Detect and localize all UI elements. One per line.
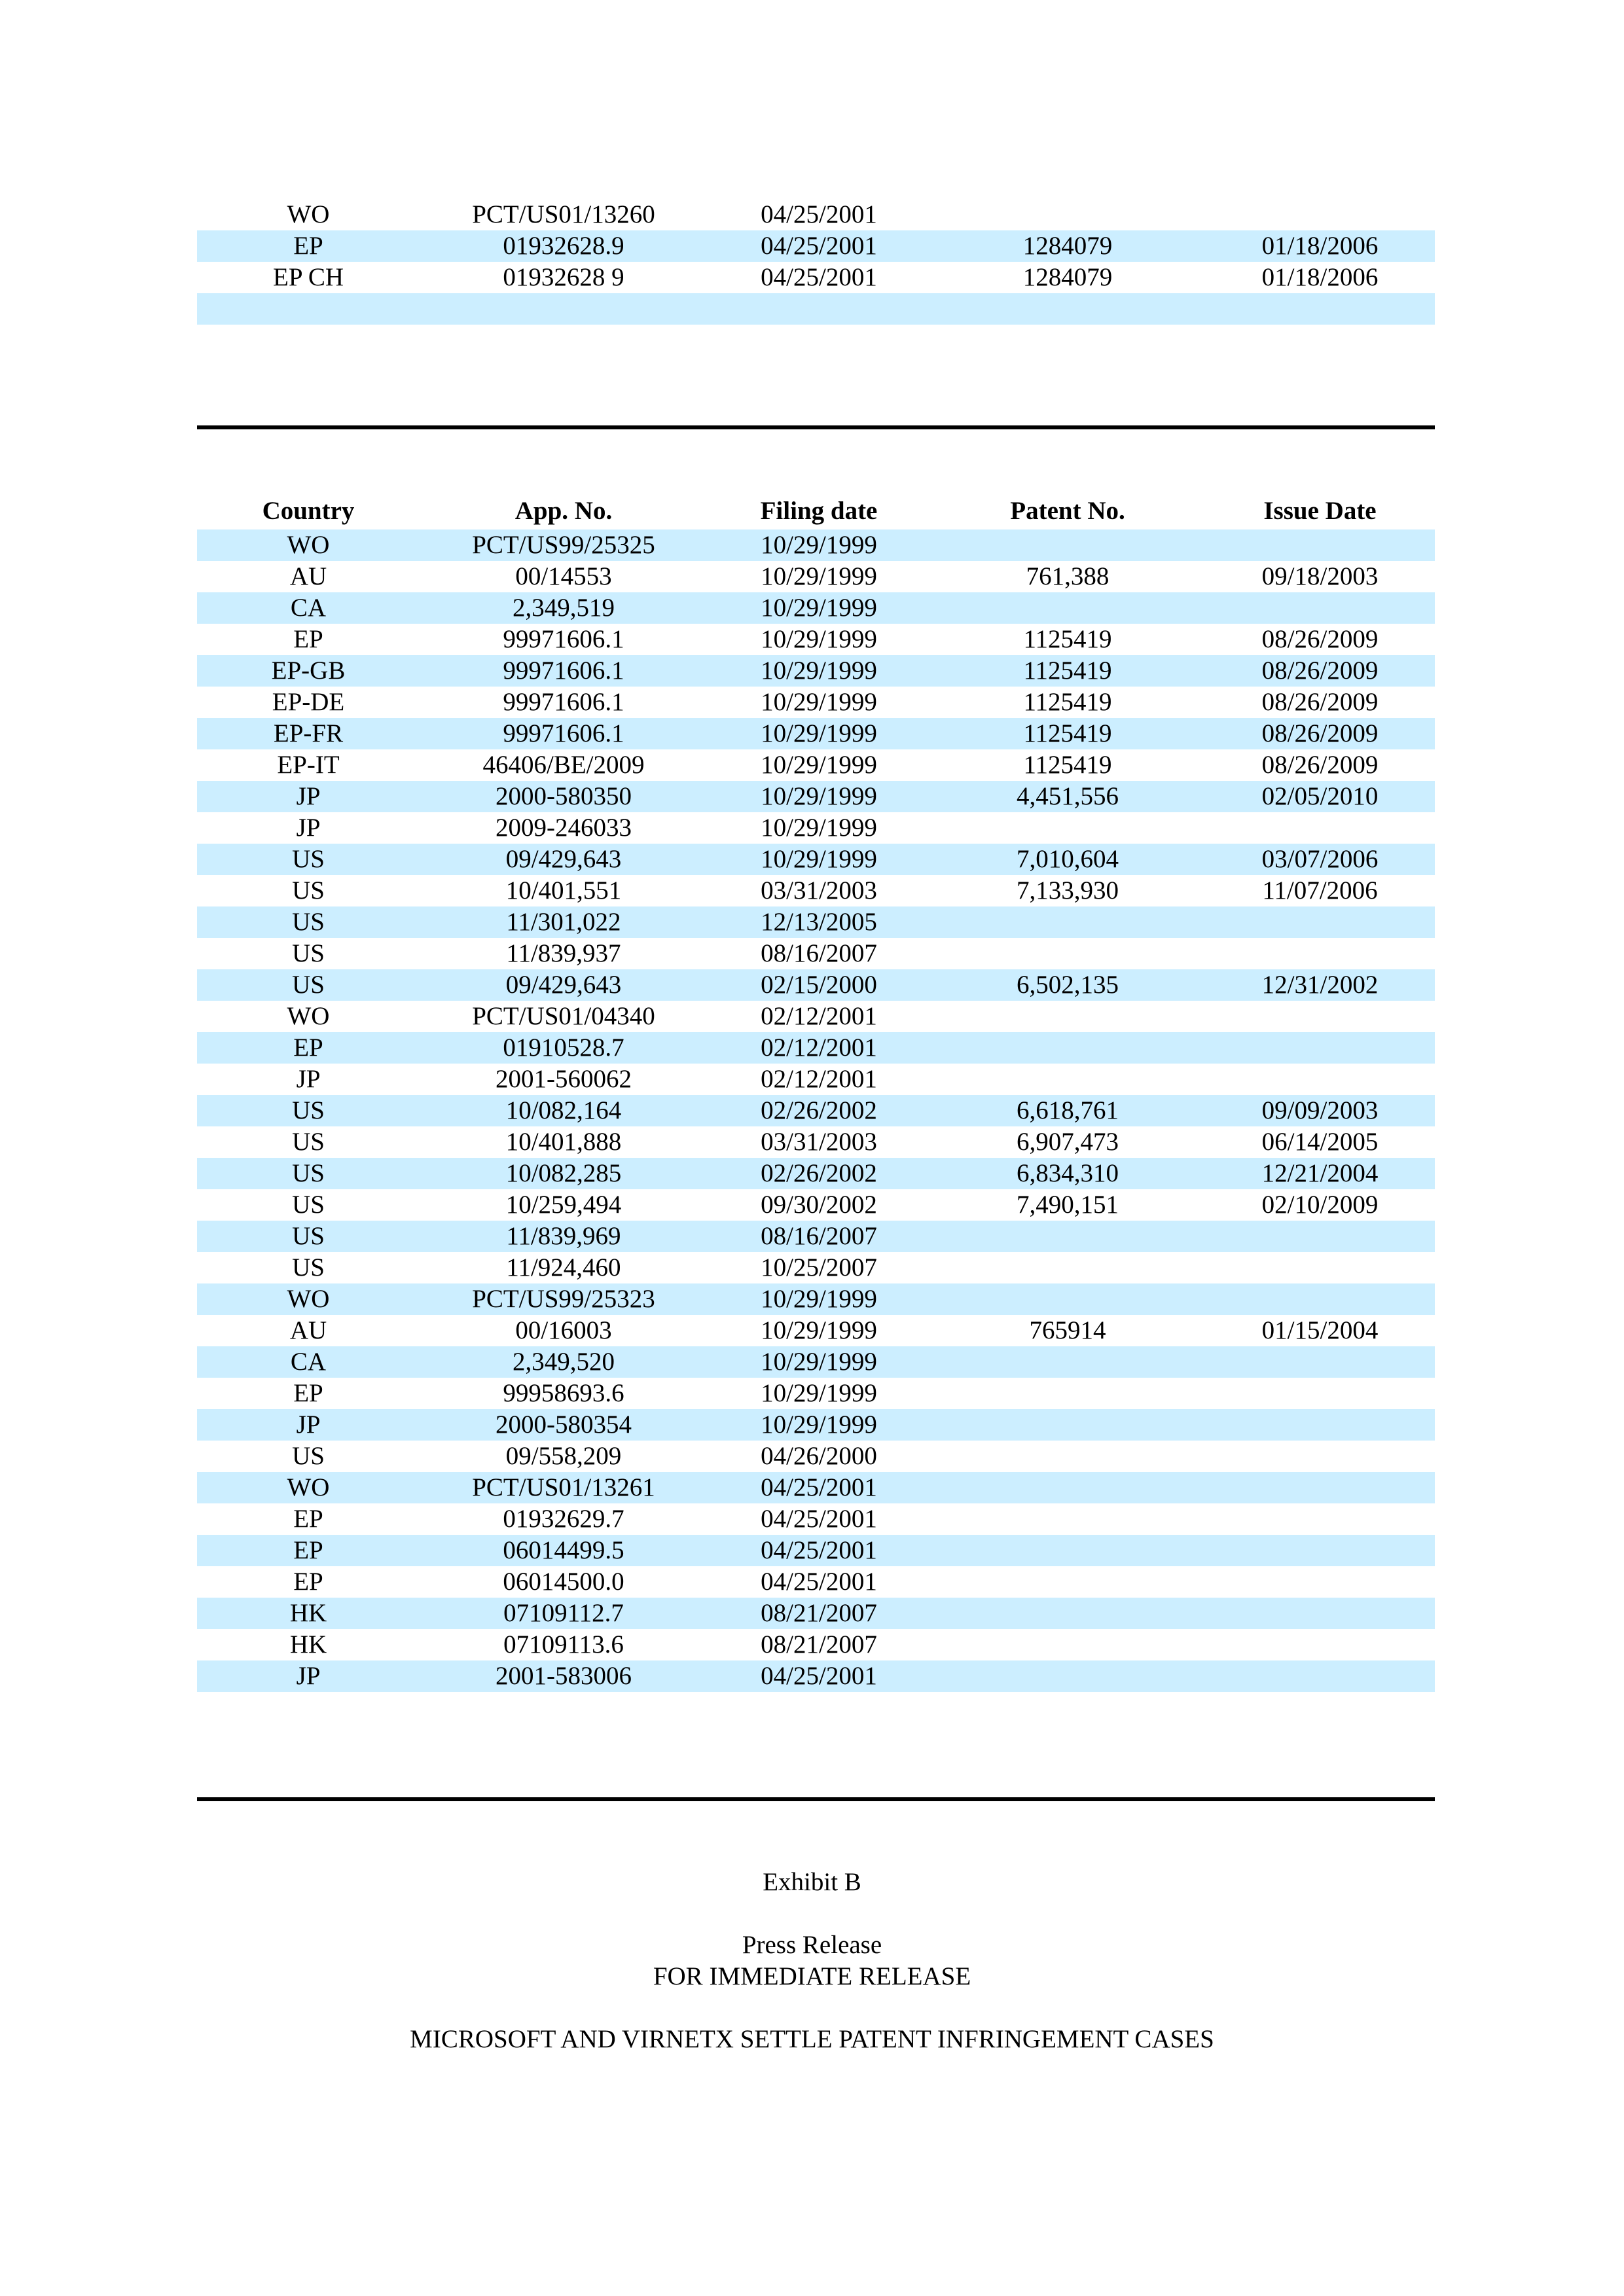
table-row xyxy=(197,1126,1435,1158)
table-row xyxy=(197,1629,1435,1660)
cell-patent-no: 1125419 xyxy=(1023,688,1112,716)
cell-issue-date: 02/10/2009 xyxy=(1261,1191,1379,1219)
cell-filing-date: 08/21/2007 xyxy=(708,1598,930,1629)
cell-issue-date: 08/26/2009 xyxy=(1205,718,1435,749)
cell-issue-date: 02/05/2010 xyxy=(1205,781,1435,812)
table-row xyxy=(197,1566,1435,1598)
cell-filing-date: 02/12/2001 xyxy=(761,1002,877,1030)
release-note: FOR IMMEDIATE RELEASE xyxy=(653,1962,971,1990)
table-row xyxy=(197,1535,1435,1566)
cell-country: EP xyxy=(197,1032,420,1064)
table-row xyxy=(197,1598,1435,1629)
cell-country: US xyxy=(197,1158,420,1189)
cell-patent-no xyxy=(930,1378,1205,1409)
cell-country: HK xyxy=(289,1630,327,1659)
cell-filing-date: 10/29/1999 xyxy=(708,592,930,624)
cell-app-no: PCT/US01/13260 xyxy=(472,200,655,228)
cell-app-no: 01910528.7 xyxy=(420,1032,708,1064)
cell-patent-no: 1125419 xyxy=(930,655,1205,687)
cell-patent-no xyxy=(930,1566,1205,1598)
cell-issue-date xyxy=(1205,1598,1435,1629)
cell-patent-no xyxy=(930,1252,1205,1283)
cell-country: JP xyxy=(197,781,420,812)
cell-patent-no: 6,618,761 xyxy=(930,1095,1205,1126)
cell-country: JP xyxy=(197,1660,420,1692)
cell-issue-date: 01/15/2004 xyxy=(1261,1316,1379,1344)
cell-country: EP-FR xyxy=(197,718,420,749)
cell-country: US xyxy=(197,844,420,875)
cell-patent-no xyxy=(930,1441,1205,1472)
cell-app-no: 99971606.1 xyxy=(420,655,708,687)
cell-patent-no: 6,834,310 xyxy=(930,1158,1205,1189)
cell-issue-date xyxy=(1205,1032,1435,1064)
cell-filing-date: 03/31/2003 xyxy=(761,876,877,905)
cell-country: US xyxy=(292,1128,325,1156)
cell-filing-date: 10/25/2007 xyxy=(761,1253,877,1282)
cell-issue-date: 08/26/2009 xyxy=(1261,751,1379,779)
cell-filing-date: 10/29/1999 xyxy=(761,814,877,842)
cell-issue-date xyxy=(1205,1001,1435,1032)
table-row xyxy=(197,293,1435,325)
cell-app-no: 2009-246033 xyxy=(496,814,632,842)
cell-app-no: 11/924,460 xyxy=(506,1253,621,1282)
cell-filing-date: 02/15/2000 xyxy=(708,969,930,1001)
cell-issue-date xyxy=(1205,1566,1435,1598)
table-row xyxy=(197,1001,1435,1032)
table-row xyxy=(197,749,1435,781)
table-row xyxy=(197,230,1435,262)
cell-app-no: PCT/US99/25323 xyxy=(420,1283,708,1315)
cell-app-no: 01932628.9 xyxy=(420,230,708,262)
table-row xyxy=(197,1660,1435,1692)
cell-country: WO xyxy=(197,529,420,561)
table-row xyxy=(197,718,1435,749)
table-row xyxy=(197,938,1435,969)
table-row xyxy=(197,1315,1435,1346)
cell-issue-date xyxy=(1205,1221,1435,1252)
cell-patent-no: 761,388 xyxy=(1026,562,1110,590)
cell-issue-date: 09/09/2003 xyxy=(1205,1095,1435,1126)
cell-patent-no xyxy=(930,1472,1205,1503)
cell-app-no: 01932629.7 xyxy=(503,1505,624,1533)
table-row xyxy=(197,1064,1435,1095)
cell-patent-no xyxy=(930,1032,1205,1064)
cell-patent-no xyxy=(930,938,1205,969)
cell-issue-date xyxy=(1205,1629,1435,1660)
cell-patent-no xyxy=(930,1598,1205,1629)
cell-filing-date: 02/12/2001 xyxy=(761,1065,877,1093)
header-patent-no: Patent No. xyxy=(1010,497,1125,525)
cell-app-no: 10/082,164 xyxy=(420,1095,708,1126)
cell-patent-no xyxy=(930,1001,1205,1032)
cell-country: EP xyxy=(197,1535,420,1566)
cell-app-no: 10/401,888 xyxy=(505,1128,622,1156)
cell-filing-date: 10/29/1999 xyxy=(708,655,930,687)
table-row xyxy=(197,529,1435,561)
cell-app-no: 2,349,519 xyxy=(420,592,708,624)
cell-filing-date: 10/29/1999 xyxy=(708,1346,930,1378)
table-row xyxy=(197,1441,1435,1472)
cell-filing-date: 10/29/1999 xyxy=(708,1409,930,1441)
cell-issue-date xyxy=(1205,199,1435,230)
cell-issue-date xyxy=(1205,529,1435,561)
cell-filing-date: 02/26/2002 xyxy=(708,1158,930,1189)
cell-filing-date: 10/29/1999 xyxy=(761,562,877,590)
cell-country: US xyxy=(292,1253,325,1282)
table-row xyxy=(197,844,1435,875)
cell-filing-date: 10/29/1999 xyxy=(708,844,930,875)
table-row xyxy=(197,1032,1435,1064)
cell-country: CA xyxy=(197,1346,420,1378)
cell-issue-date xyxy=(1205,293,1435,325)
patent-table-continued xyxy=(197,199,1435,325)
cell-filing-date xyxy=(708,293,930,325)
cell-issue-date xyxy=(1205,1252,1435,1283)
table-row xyxy=(197,906,1435,938)
cell-issue-date: 08/26/2009 xyxy=(1261,688,1379,716)
cell-issue-date xyxy=(1205,1283,1435,1315)
cell-country: US xyxy=(292,876,325,905)
table-row xyxy=(197,1095,1435,1126)
cell-app-no: 46406/BE/2009 xyxy=(482,751,645,779)
cell-filing-date: 04/25/2001 xyxy=(761,1505,877,1533)
cell-app-no: 2,349,520 xyxy=(420,1346,708,1378)
cell-country: JP xyxy=(197,1409,420,1441)
cell-app-no: PCT/US01/13261 xyxy=(420,1472,708,1503)
table-row xyxy=(197,1221,1435,1252)
table-header-row xyxy=(197,493,1435,529)
header-issue-date: Issue Date xyxy=(1263,497,1377,525)
cell-filing-date: 08/16/2007 xyxy=(708,1221,930,1252)
cell-filing-date: 10/29/1999 xyxy=(761,625,877,653)
cell-country: EP CH xyxy=(273,263,344,291)
cell-country: EP xyxy=(197,230,420,262)
exhibit-label: Exhibit B xyxy=(763,1868,861,1896)
cell-patent-no xyxy=(930,1221,1205,1252)
cell-patent-no: 1284079 xyxy=(1022,263,1113,291)
table-row xyxy=(197,624,1435,655)
patent-table xyxy=(197,493,1435,1692)
table-row xyxy=(197,655,1435,687)
table-row xyxy=(197,1409,1435,1441)
cell-filing-date: 04/25/2001 xyxy=(761,1568,877,1596)
press-release-headline: MICROSOFT AND VIRNETX SETTLE PATENT INFRINGEMENT CASES xyxy=(410,2025,1214,2053)
cell-patent-no xyxy=(930,1503,1205,1535)
cell-patent-no: 4,451,556 xyxy=(930,781,1205,812)
cell-patent-no: 7,490,151 xyxy=(1017,1191,1119,1219)
cell-app-no: 11/839,937 xyxy=(506,939,621,967)
table-row xyxy=(197,687,1435,718)
cell-issue-date xyxy=(1205,1064,1435,1095)
cell-issue-date: 11/07/2006 xyxy=(1262,876,1378,905)
cell-issue-date xyxy=(1205,812,1435,844)
cell-app-no: PCT/US01/04340 xyxy=(472,1002,655,1030)
cell-country: JP xyxy=(296,1065,321,1093)
cell-patent-no: 1125419 xyxy=(930,718,1205,749)
cell-patent-no xyxy=(930,1535,1205,1566)
cell-filing-date: 08/21/2007 xyxy=(761,1630,877,1659)
cell-patent-no: 1284079 xyxy=(930,230,1205,262)
cell-country: EP-DE xyxy=(272,688,345,716)
press-release-label: Press Release xyxy=(742,1931,882,1959)
cell-issue-date xyxy=(1205,1503,1435,1535)
cell-filing-date: 12/13/2005 xyxy=(708,906,930,938)
cell-country: EP-IT xyxy=(277,751,340,779)
cell-issue-date xyxy=(1205,906,1435,938)
header-filing-date: Filing date xyxy=(760,497,878,525)
cell-filing-date: 10/29/1999 xyxy=(708,529,930,561)
cell-patent-no xyxy=(930,529,1205,561)
cell-patent-no: 765914 xyxy=(1029,1316,1106,1344)
cell-patent-no xyxy=(930,906,1205,938)
cell-app-no: 2001-560062 xyxy=(496,1065,632,1093)
cell-patent-no: 1125419 xyxy=(1023,625,1112,653)
cell-issue-date: 08/26/2009 xyxy=(1205,655,1435,687)
cell-filing-date: 04/25/2001 xyxy=(708,1472,930,1503)
cell-app-no: 10/259,494 xyxy=(505,1191,622,1219)
cell-patent-no xyxy=(930,1409,1205,1441)
cell-issue-date: 12/21/2004 xyxy=(1205,1158,1435,1189)
cell-filing-date: 10/29/1999 xyxy=(761,688,877,716)
cell-country xyxy=(197,293,420,325)
cell-issue-date xyxy=(1205,938,1435,969)
table-row xyxy=(197,875,1435,906)
table-row xyxy=(197,1472,1435,1503)
cell-app-no: 11/839,969 xyxy=(420,1221,708,1252)
cell-app-no: PCT/US99/25325 xyxy=(420,529,708,561)
table-row xyxy=(197,1378,1435,1409)
cell-app-no: 09/429,643 xyxy=(420,844,708,875)
cell-filing-date: 04/25/2001 xyxy=(708,1535,930,1566)
table-row xyxy=(197,1503,1435,1535)
cell-filing-date: 04/26/2000 xyxy=(761,1442,877,1470)
cell-app-no: 99971606.1 xyxy=(503,625,624,653)
cell-issue-date xyxy=(1205,592,1435,624)
cell-country: US xyxy=(292,1442,325,1470)
cell-country: US xyxy=(197,906,420,938)
cell-country: JP xyxy=(296,814,321,842)
header-app-no: App. No. xyxy=(514,497,613,525)
cell-filing-date: 10/29/1999 xyxy=(761,1379,877,1407)
cell-patent-no xyxy=(930,1064,1205,1095)
table-row xyxy=(197,592,1435,624)
cell-patent-no xyxy=(930,199,1205,230)
cell-issue-date: 01/18/2006 xyxy=(1205,230,1435,262)
cell-country: WO xyxy=(287,1002,330,1030)
cell-country: US xyxy=(292,939,325,967)
cell-patent-no: 6,907,473 xyxy=(1017,1128,1119,1156)
cell-app-no: 10/082,285 xyxy=(420,1158,708,1189)
table-row xyxy=(197,1189,1435,1221)
cell-issue-date: 06/14/2005 xyxy=(1261,1128,1379,1156)
cell-patent-no xyxy=(930,1346,1205,1378)
cell-country: US xyxy=(197,1095,420,1126)
cell-patent-no xyxy=(930,293,1205,325)
cell-issue-date xyxy=(1205,1346,1435,1378)
table-row xyxy=(197,561,1435,592)
table-row xyxy=(197,262,1435,293)
cell-app-no: 00/14553 xyxy=(515,562,612,590)
table-row xyxy=(197,781,1435,812)
cell-country: AU xyxy=(289,562,327,590)
cell-app-no: 06014500.0 xyxy=(503,1568,624,1596)
table-row xyxy=(197,1346,1435,1378)
section-divider xyxy=(197,425,1435,429)
cell-filing-date: 04/25/2001 xyxy=(761,200,877,228)
table-row xyxy=(197,1283,1435,1315)
cell-patent-no xyxy=(930,592,1205,624)
cell-app-no: 06014499.5 xyxy=(420,1535,708,1566)
cell-app-no: 09/429,643 xyxy=(420,969,708,1001)
cell-app-no xyxy=(420,293,708,325)
cell-app-no: 07109113.6 xyxy=(503,1630,624,1659)
cell-filing-date: 02/26/2002 xyxy=(708,1095,930,1126)
cell-country: US xyxy=(197,1221,420,1252)
cell-filing-date: 08/16/2007 xyxy=(761,939,877,967)
cell-issue-date: 01/18/2006 xyxy=(1261,263,1379,291)
cell-issue-date xyxy=(1205,1441,1435,1472)
patent-table-continued-body xyxy=(197,199,1435,325)
cell-issue-date xyxy=(1205,1472,1435,1503)
cell-app-no: 11/301,022 xyxy=(420,906,708,938)
cell-patent-no xyxy=(930,1660,1205,1692)
table-row xyxy=(197,1252,1435,1283)
cell-app-no: 2000-580350 xyxy=(420,781,708,812)
cell-filing-date: 02/12/2001 xyxy=(708,1032,930,1064)
cell-patent-no: 1125419 xyxy=(1023,751,1112,779)
cell-filing-date: 10/29/1999 xyxy=(708,1283,930,1315)
cell-app-no: 2001-583006 xyxy=(420,1660,708,1692)
cell-country: EP xyxy=(293,1568,323,1596)
cell-filing-date: 10/29/1999 xyxy=(708,718,930,749)
cell-patent-no xyxy=(930,1629,1205,1660)
cell-country: US xyxy=(197,969,420,1001)
cell-country: EP xyxy=(293,625,323,653)
table-row xyxy=(197,199,1435,230)
cell-issue-date: 03/07/2006 xyxy=(1205,844,1435,875)
cell-filing-date: 04/25/2001 xyxy=(708,1660,930,1692)
cell-filing-date: 10/29/1999 xyxy=(761,1316,877,1344)
table-row xyxy=(197,812,1435,844)
cell-patent-no: 6,502,135 xyxy=(930,969,1205,1001)
cell-app-no: 01932628 9 xyxy=(503,263,624,291)
cell-filing-date: 09/30/2002 xyxy=(761,1191,877,1219)
header-country: Country xyxy=(262,497,355,525)
cell-country: CA xyxy=(197,592,420,624)
cell-country: WO xyxy=(197,1472,420,1503)
table-row xyxy=(197,1158,1435,1189)
cell-country: AU xyxy=(289,1316,327,1344)
cell-app-no: 10/401,551 xyxy=(505,876,622,905)
cell-country: WO xyxy=(287,200,330,228)
cell-country: EP xyxy=(293,1379,323,1407)
cell-country: HK xyxy=(197,1598,420,1629)
cell-filing-date: 04/25/2001 xyxy=(761,263,877,291)
cell-issue-date: 09/18/2003 xyxy=(1261,562,1379,590)
cell-issue-date xyxy=(1205,1660,1435,1692)
cell-patent-no xyxy=(930,812,1205,844)
cell-app-no: 07109112.7 xyxy=(420,1598,708,1629)
cell-app-no: 99958693.6 xyxy=(503,1379,624,1407)
cell-app-no: 2000-580354 xyxy=(420,1409,708,1441)
cell-patent-no xyxy=(930,1283,1205,1315)
cell-app-no: 09/558,209 xyxy=(505,1442,622,1470)
patent-table-body xyxy=(197,529,1435,1692)
cell-app-no: 99971606.1 xyxy=(503,688,624,716)
section-divider-bottom xyxy=(197,1797,1435,1801)
cell-app-no: 99971606.1 xyxy=(420,718,708,749)
cell-issue-date xyxy=(1205,1409,1435,1441)
cell-country: WO xyxy=(197,1283,420,1315)
cell-issue-date xyxy=(1205,1378,1435,1409)
cell-country: EP-GB xyxy=(197,655,420,687)
cell-patent-no: 7,133,930 xyxy=(1017,876,1119,905)
cell-country: US xyxy=(292,1191,325,1219)
cell-filing-date: 04/25/2001 xyxy=(708,230,930,262)
cell-filing-date: 03/31/2003 xyxy=(761,1128,877,1156)
cell-issue-date xyxy=(1205,1535,1435,1566)
cell-app-no: 00/16003 xyxy=(515,1316,612,1344)
cell-country: EP xyxy=(293,1505,323,1533)
cell-filing-date: 10/29/1999 xyxy=(761,751,877,779)
table-row xyxy=(197,969,1435,1001)
cell-patent-no: 7,010,604 xyxy=(930,844,1205,875)
cell-issue-date: 12/31/2002 xyxy=(1205,969,1435,1001)
cell-filing-date: 10/29/1999 xyxy=(708,781,930,812)
cell-issue-date: 08/26/2009 xyxy=(1261,625,1379,653)
